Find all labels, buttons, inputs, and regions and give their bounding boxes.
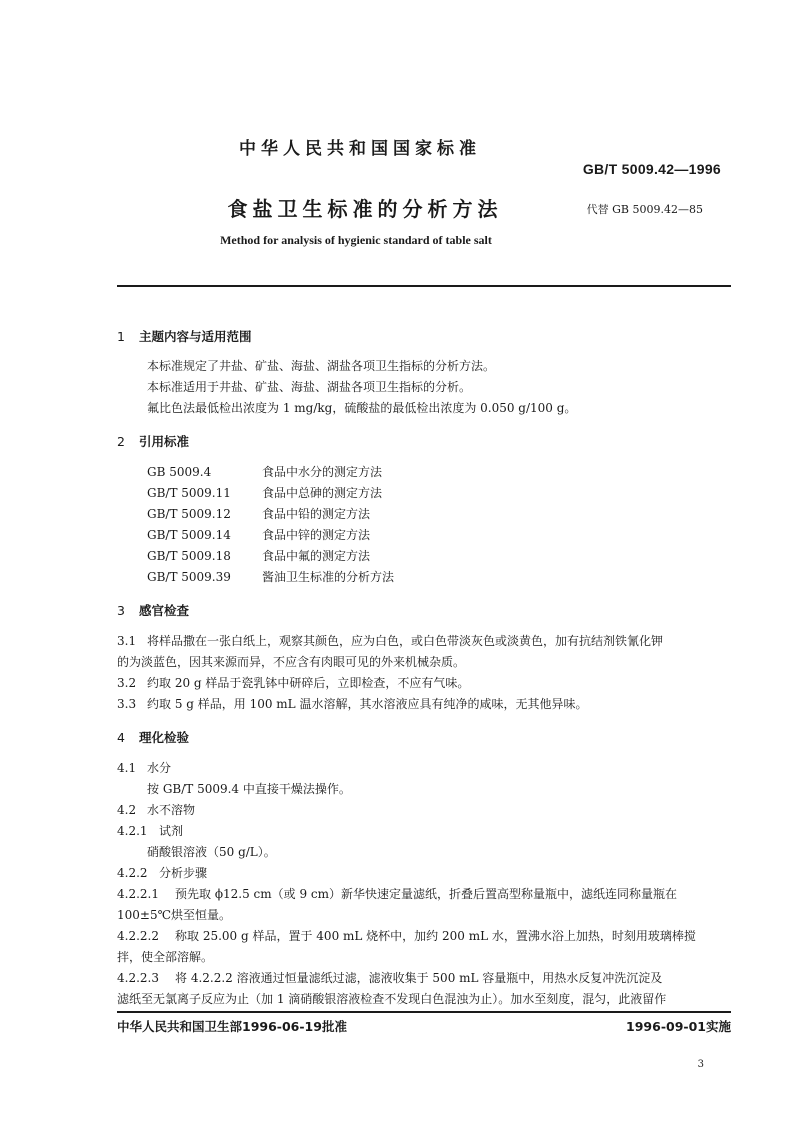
reference-code: GB/T 5009.12 [147,507,231,521]
reference-name: 食品中氟的测定方法 [262,549,371,563]
reference-name: 食品中水分的测定方法 [262,465,383,479]
clause-number: 4.2.2.2 [117,929,159,943]
clause-3-3 [117,696,742,712]
clause-4-2-2 [117,865,742,881]
clause-4-2-2-2-continued: 拌，使全部溶解。 [117,950,214,964]
reference-code: GB/T 5009.14 [147,528,231,542]
clause-number: 4.2.1 [117,824,148,838]
reference-name: 食品中总砷的测定方法 [262,486,383,500]
clause-4-2-2-3-continued: 滤纸至无氯离子反应为止（加 1 滴硝酸银溶液检查不发现白色混浊为止）。加水至刻度，混匀，此液留作 [117,992,667,1006]
paragraph: 氟比色法最低检出浓度为 1 mg/kg，硫酸盐的最低检出浓度为 0.050 g/100 g。 [147,401,577,415]
reference-name: 酱油卫生标准的分析方法 [262,570,395,584]
clause-text: 将 4.2.2.2 溶液通过恒量滤纸过滤，滤液收集于 500 mL 容量瓶中，用热水反复冲洗沉淀及 [175,971,663,985]
paragraph: 按 GB/T 5009.4 中直接干燥法操作。 [147,782,351,796]
reference-item [147,464,772,480]
reference-code: GB/T 5009.11 [147,486,231,500]
clause-title: 试剂 [159,824,184,838]
clause-number: 4.2.2 [117,866,148,880]
section-4-heading [117,728,189,746]
clause-3-2 [117,675,742,691]
section-title: 理化检验 [139,730,190,745]
replaces-standard: 代替 GB 5009.42—85 [586,203,703,216]
clause-text: 约取 20 g 样品于瓷乳钵中研碎后，立即检查，不应有气味。 [147,676,470,690]
section-2-heading [117,432,189,450]
section-title: 感官检查 [139,603,190,618]
clause-number: 4.2 [117,803,137,817]
paragraph: 本标准规定了井盐、矿盐、海盐、湖盐各项卫生指标的分析方法。 [147,359,496,373]
reference-item [147,506,772,522]
clause-number: 4.2.2.3 [117,971,159,985]
national-standard-heading: 中华人民共和国国家标准 [239,139,481,159]
clause-4-2 [117,802,742,818]
clause-number: 4.1 [117,761,137,775]
clause-number: 4.2.2.1 [117,887,159,901]
reference-code: GB 5009.4 [147,465,212,479]
clause-number: 3.3 [117,697,137,711]
section-title: 引用标准 [139,434,190,449]
standard-number: GB/T 5009.42—1996 [582,161,721,177]
clause-text: 称取 25.00 g 样品，置于 400 mL 烧杯中，加约 200 mL 水，置沸水浴上加热，时刻用玻璃棒搅 [175,929,696,943]
clause-4-1 [117,760,742,776]
reference-name: 食品中铅的测定方法 [262,507,371,521]
clause-text: 将样品撒在一张白纸上，观察其颜色，应为白色，或白色带淡灰色或淡黄色，加有抗结剂铁氰化钾 [147,634,664,648]
reference-name: 食品中锌的测定方法 [262,528,371,542]
section-number: 4 [117,730,125,745]
section-number: 2 [117,434,125,449]
clause-title: 水不溶物 [147,803,196,817]
section-number: 1 [117,329,125,344]
clause-4-2-1 [117,823,742,839]
reference-item [147,569,772,585]
clause-3-1 [117,633,742,649]
reference-item [147,485,772,501]
page-number: 3 [697,1059,704,1070]
implementation-date: 1996-09-01实施 [626,1019,731,1034]
footer-divider [117,1011,731,1013]
clause-text: 约取 5 g 样品，用 100 mL 温水溶解，其水溶液应具有纯净的咸味，无其他异味。 [147,697,588,711]
clause-4-2-2-3 [117,970,742,986]
clause-text: 预先取 ϕ12.5 cm（或 9 cm）新华快速定量滤纸，折叠后置高型称量瓶中，滤纸连同称量瓶在 [175,887,677,901]
document-title: 食盐卫生标准的分析方法 [227,197,503,221]
clause-number: 3.1 [117,634,137,648]
header-divider [117,285,731,287]
clause-title: 水分 [147,761,172,775]
reference-item [147,527,772,543]
section-3-heading [117,601,189,619]
clause-title: 分析步骤 [159,866,208,880]
clause-4-2-2-1 [117,886,742,902]
approval-line: 中华人民共和国卫生部1996-06-19批准 [117,1019,347,1034]
paragraph: 本标准适用于井盐、矿盐、海盐、湖盐各项卫生指标的分析。 [147,380,472,394]
document-title-english: Method for analysis of hygienic standard of table salt [220,233,492,247]
paragraph: 硝酸银溶液（50 g/L）。 [147,845,276,859]
clause-4-2-2-2 [117,928,742,944]
section-1-heading [117,327,252,345]
section-number: 3 [117,603,125,618]
clause-4-2-2-1-continued: 100±5℃烘至恒量。 [117,908,232,922]
clause-number: 3.2 [117,676,137,690]
reference-item [147,548,772,564]
section-title: 主题内容与适用范围 [139,329,252,344]
reference-code: GB/T 5009.18 [147,549,231,563]
reference-code: GB/T 5009.39 [147,570,231,584]
clause-3-1-continued: 的为淡蓝色，因其来源而异，不应含有肉眼可见的外来机械杂质。 [117,655,466,669]
